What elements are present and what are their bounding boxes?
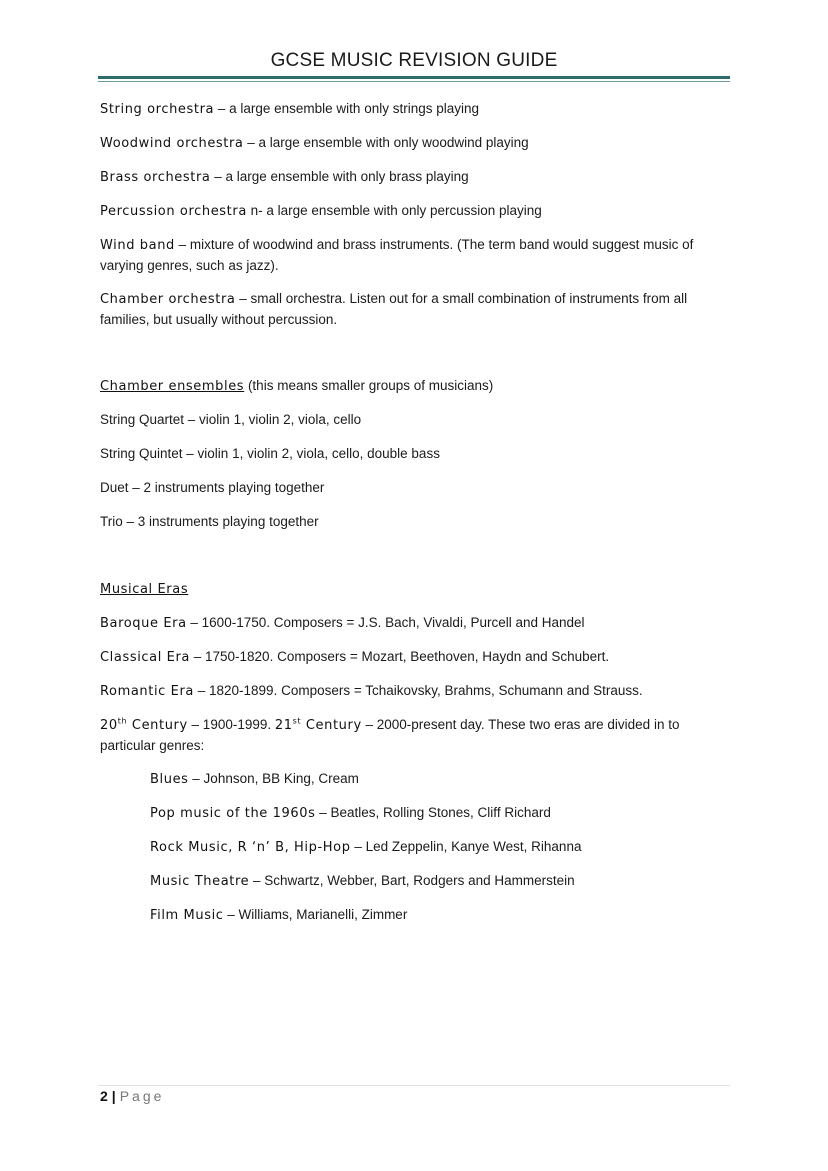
orchestra-item: Wind band – mixture of woodwind and brass instruments. (The term band would suggest music of varying genres, such as jazz).	[100, 237, 694, 273]
chamber-item: Duet – 2 instruments playing together	[100, 480, 325, 495]
eras-heading: Musical Eras	[100, 582, 189, 597]
page-title: GCSE MUSIC REVISION GUIDE	[270, 50, 558, 71]
era-item: Baroque Era – 1600-1750. Composers = J.S. Bach, Vivaldi, Purcell and Handel	[100, 615, 585, 631]
orchestra-item: Percussion orchestra n- a large ensemble with only percussion playing	[100, 203, 542, 219]
page-footer	[100, 1088, 164, 1104]
header-rule-thin	[98, 81, 730, 82]
chamber-item: String Quintet – violin 1, violin 2, viola, cello, double bass	[100, 446, 440, 461]
orchestra-item: Woodwind orchestra – a large ensemble with only woodwind playing	[100, 135, 529, 151]
header-rule	[98, 76, 730, 79]
page-number: 2	[100, 1088, 108, 1104]
era-item: Romantic Era – 1820-1899. Composers = Tchaikovsky, Brahms, Schumann and Strauss.	[100, 683, 643, 699]
genre-item: Rock Music, R ‘n’ B, Hip-Hop – Led Zeppelin, Kanye West, Rihanna	[150, 839, 582, 855]
genre-item: Blues – Johnson, BB King, Cream	[150, 771, 359, 787]
chamber-item: String Quartet – violin 1, violin 2, viola, cello	[100, 412, 362, 427]
orchestra-item: Chamber orchestra – small orchestra. Listen out for a small combination of instruments from all families, but usually without percussion.	[100, 291, 688, 327]
orchestra-item: Brass orchestra – a large ensemble with only brass playing	[100, 169, 469, 185]
genre-item: Music Theatre – Schwartz, Webber, Bart, Rodgers and Hammerstein	[150, 873, 575, 889]
genre-item: Film Music – Williams, Marianelli, Zimmer	[150, 907, 408, 923]
chamber-heading: Chamber ensembles (this means smaller groups of musicians)	[100, 378, 494, 394]
footer-separator: |	[111, 1088, 116, 1104]
chamber-item: Trio – 3 instruments playing together	[100, 514, 319, 529]
era-item-modern: 20th Century – 1900-1999. 21st Century – 2000-present day. These two eras are divided in to particular genres:	[100, 716, 680, 753]
era-item: Classical Era – 1750-1820. Composers = Mozart, Beethoven, Haydn and Schubert.	[100, 649, 610, 665]
genre-item: Pop music of the 1960s – Beatles, Rolling Stones, Cliff Richard	[150, 805, 551, 821]
orchestra-item: String orchestra – a large ensemble with only strings playing	[100, 101, 480, 117]
page-label: Page	[119, 1088, 165, 1104]
footer-rule	[98, 1085, 730, 1086]
